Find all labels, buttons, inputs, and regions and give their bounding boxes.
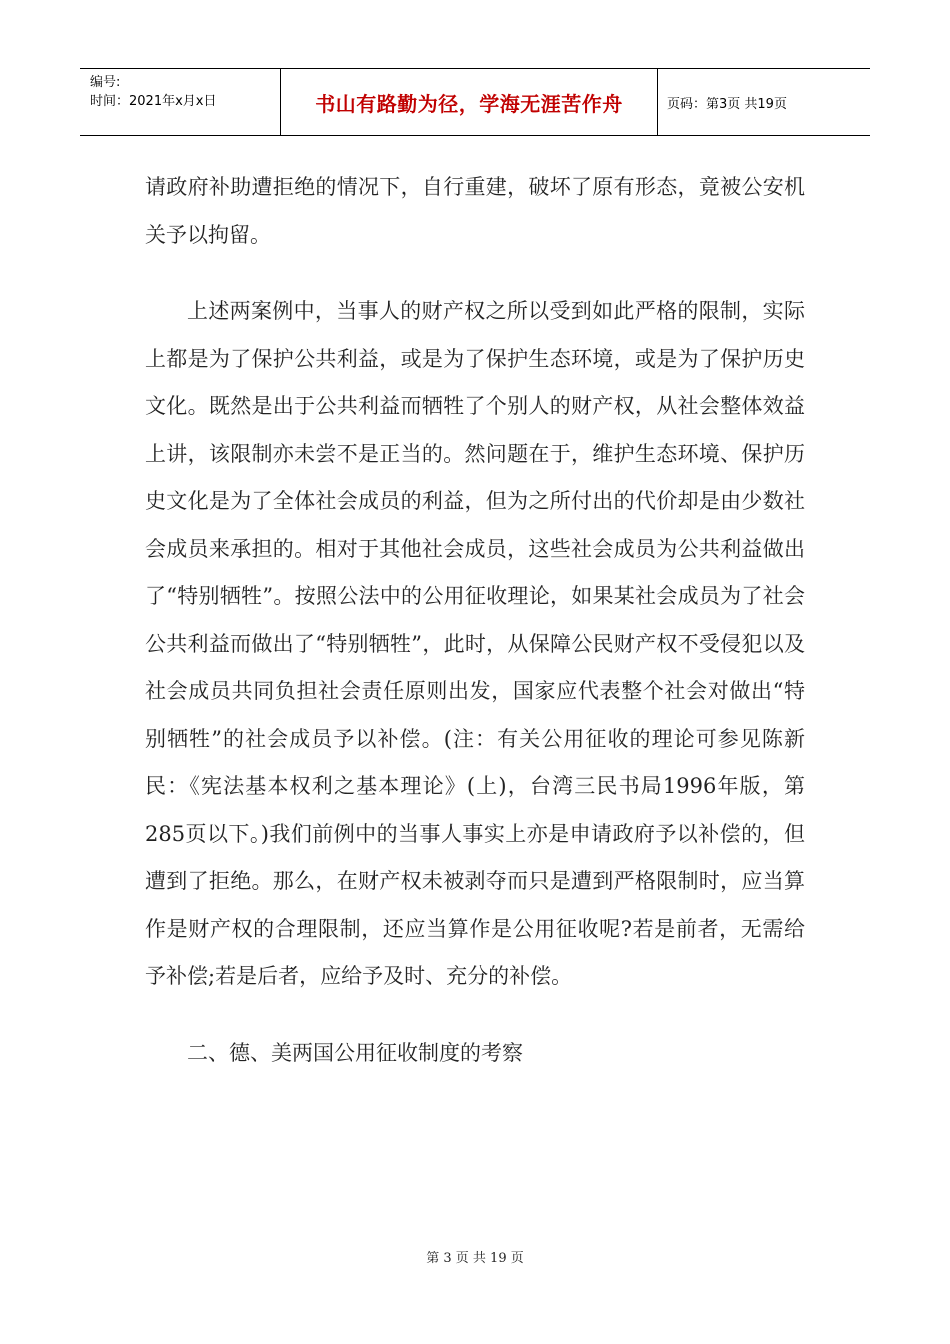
- body-paragraph: 请政府补助遭拒绝的情况下，自行重建，破坏了原有形态，竟被公安机关予以拘留。: [145, 175, 805, 247]
- body-paragraph: 上述两案例中，当事人的财产权之所以受到如此严格的限制，实际上都是为了保护公共利益，或是为了保护生态环境，或是为了保护历史文化。既然是出于公共利益而牺牲了个别人的财产权，从社会整体效益上讲，该限制亦未尝不是正当的。然问题在于，维护生态环境、保护历史文化是为了全体社会成员的利益，但为之所付出的代价却是由少数社会成员来承担的。相对于其他社会成员，这些社会成员为公共利益做出了“特别牺牲”。按照公法中的公用征收理论，如果某社会成员为了社会公共利益而做出了“特别牺牲”，此时，从保障公民财产权不受侵犯以及社会成员共同负担社会责任原则出发，国家应代表整个社会对做出“特别牺牲”的社会成员予以补偿。(注：有关公用征收的理论可参见陈新民：《宪法基本权利之基本理论》(上)，台湾三民书局1996年版，第285页以下。)我们前例中的当事人事实上亦是申请政府予以补偿的，但遭到了拒绝。那么，在财产权未被剥夺而只是遭到严格限制时，应当算作是财产权的合理限制，还应当算作是公用征收呢?若是前者，无需给予补偿;若是后者，应给予及时、充分的补偿。: [145, 299, 805, 988]
- header-motto: 书山有路勤为径，学海无涯苦作舟: [281, 69, 658, 135]
- page-footer: 第 3 页 共 19 页: [426, 1251, 524, 1266]
- document-body: [145, 164, 805, 1077]
- document-header: [80, 68, 870, 136]
- document-time-label: 时间：2021年x月x日: [90, 94, 217, 109]
- section-heading: 二、德、美两国公用征收制度的考察: [187, 1040, 523, 1065]
- header-meta: [80, 69, 281, 135]
- document-number-label: 编号:: [90, 75, 121, 90]
- header-page-info: 页码：第3页 共19页: [667, 96, 787, 112]
